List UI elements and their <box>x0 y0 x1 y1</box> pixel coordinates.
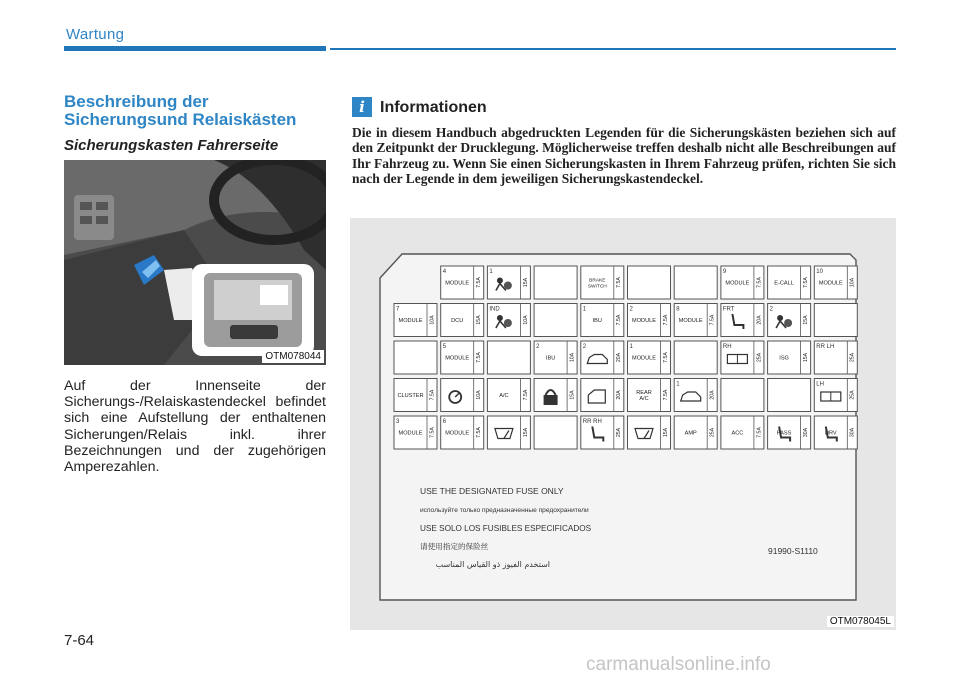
fuse-slot-ampere: 15A <box>802 315 809 325</box>
fuse-slot-label: DCU <box>451 318 464 324</box>
fuse-slot-label: MODULE <box>445 430 470 437</box>
fuse-slot <box>534 416 577 449</box>
fuse-slot-label: SWITCH <box>587 284 607 290</box>
watermark: carmanualsonline.info <box>586 654 771 675</box>
fuse-slot <box>441 341 484 374</box>
fuse-slot-number: 2 <box>536 344 540 350</box>
warning-line: استخدم الفيوز ذو القياس المناسب <box>435 560 550 569</box>
fuse-slot-number: 7 <box>396 306 400 313</box>
fuse-slot-frame <box>534 416 577 449</box>
fuse-slot-frame <box>628 266 671 299</box>
info-paragraph: Die in diesem Handbuch abgedruckten Legenden für die Sicherungskästen beziehen sich auf den Zeitpunkt der Drucklegung. Möglicherweise treffen deshalb nicht alle Beschreibungen auf Ihr Fahrzeug zu. Wenn Sie einen Sicherungskasten in Ihrem Fahrzeug prüfen, richten Sie sich nach der Legende in dem jeweiligen Sicherungskastendeckel. <box>352 125 896 187</box>
fuse-slot-ampere: 7.5A <box>662 352 669 363</box>
fuse-slot-number: 2 <box>629 306 633 313</box>
fuse-box-drawing <box>350 218 896 630</box>
fuse-slot <box>628 304 671 337</box>
fuse-slot-number: 1 <box>676 381 680 388</box>
info-icon: i <box>352 97 372 117</box>
fuse-slot-ampere: 7.5A <box>802 277 809 288</box>
fuse-slot-label: A/C <box>499 393 509 399</box>
fuse-slot-ampere: 25A <box>849 352 856 363</box>
fuse-slot-label: ACC <box>731 430 744 437</box>
fuse-slot <box>487 266 530 299</box>
fuse-slot-label: MODULE <box>678 318 703 324</box>
fuse-slot-frame <box>814 304 857 337</box>
photo-reference-code: OTM078044 <box>262 350 324 363</box>
fuse-slot-frame <box>534 266 577 299</box>
fuse-slot-ampere: 7.5A <box>429 427 436 438</box>
fuse-slot-label: AMP <box>684 430 697 437</box>
fuse-slot <box>814 341 857 374</box>
warning-line: USE SOLO LOS FUSIBLES ESPECIFICADOS <box>420 524 592 533</box>
fuse-slot <box>441 416 484 449</box>
fuse-slot-label: DRV <box>824 430 837 437</box>
fuse-slot <box>441 379 484 412</box>
fuse-slot-frame <box>768 379 811 412</box>
page-number: 7-64 <box>64 632 95 649</box>
fuse-slot-label: REAR <box>636 390 652 396</box>
fuse-slot-ampere: 7.5A <box>616 314 623 326</box>
fuse-slot <box>394 416 437 449</box>
fuse-slot-frame <box>394 341 437 374</box>
fuse-slot-frame <box>534 304 577 337</box>
fuse-slot-ampere: 20A <box>616 352 623 363</box>
fuse-slot-number: 1 <box>489 269 493 275</box>
fuse-slot-ampere: 7.5A <box>662 389 669 401</box>
fuse-slot-ampere: 15A <box>522 277 529 288</box>
fuse-slot-ampere: 20A <box>616 390 623 400</box>
fuse-slot-number: 2 <box>769 306 773 313</box>
fuse-slot-number: 1 <box>629 344 633 350</box>
fuse-slot <box>581 341 624 374</box>
fuse-slot-label: PASS <box>776 430 792 437</box>
fuse-slot-label: MODULE <box>725 280 750 287</box>
fuse-slot-frame <box>674 341 717 374</box>
fuse-slot <box>721 416 764 449</box>
body-paragraph: Auf der Innenseite der Sicherungs-/Relaiskastendeckel befindet sich eine Aufstellung der enthaltenen Sicherungen/Relais inkl. ihrer Bezeichnungen und der zugehörigen Amperezahlen. <box>64 378 326 476</box>
fuse-slot-number: RR RH <box>582 419 602 425</box>
fuse-slot-ampere: 10A <box>476 390 483 400</box>
fuse-slot-frame <box>674 266 717 299</box>
fuse-slot <box>674 416 717 449</box>
fuse-slot-ampere: 7.5A <box>476 427 483 438</box>
fuse-slot-number: 3 <box>396 419 400 425</box>
fuse-slot <box>394 341 437 374</box>
fuse-slot <box>441 266 484 299</box>
fuse-slot-label: BRAKE <box>589 278 606 284</box>
fuse-slot-frame <box>487 341 530 374</box>
header-rule-thick <box>64 46 326 51</box>
fuse-slot <box>814 266 857 299</box>
fuse-slot-ampere: 15A <box>569 390 576 400</box>
fuse-slot-label: MODULE <box>632 318 656 324</box>
fuse-slot <box>534 266 577 299</box>
fuse-slot-number: FRT <box>722 306 735 313</box>
fuse-slot-label: IBU <box>545 355 556 362</box>
fuse-slot <box>768 379 811 412</box>
fuse-slot <box>721 341 764 374</box>
fuse-slot-ampere: 30A <box>802 427 809 438</box>
fuse-slot <box>674 304 717 337</box>
fuse-slot-ampere: 7.5A <box>756 427 763 438</box>
fuse-slot-number: 10 <box>816 269 823 275</box>
fuse-slot-label: MODULE <box>445 355 470 362</box>
fuse-slot <box>487 304 530 337</box>
fuse-slot-label: MODULE <box>632 355 656 362</box>
fuse-slot <box>721 266 764 299</box>
info-title: Informationen <box>380 99 487 116</box>
fuse-slot-ampere: 7.5A <box>476 277 483 288</box>
fuse-slot-ampere: 10A <box>849 277 856 288</box>
fuse-slot <box>487 416 530 449</box>
fuse-slot <box>581 416 624 449</box>
fuse-slot-number: 9 <box>722 269 727 275</box>
fuse-slot <box>721 379 764 412</box>
header-rule-thin <box>330 48 896 50</box>
fuse-slot <box>394 304 437 337</box>
section-title-line2: Sicherungsund Relaiskästen <box>64 110 297 129</box>
fuse-slot <box>628 379 671 412</box>
fuse-slot <box>534 304 577 337</box>
fuse-slot-ampere: 25A <box>616 427 623 438</box>
fuse-slot-number: 8 <box>676 306 680 313</box>
fuse-slot <box>768 416 811 449</box>
fuse-slot <box>628 266 671 299</box>
fuse-slot <box>487 341 530 374</box>
fuse-slot <box>628 341 671 374</box>
fuse-slot-number: 4 <box>442 269 447 275</box>
fuse-slot-number: RH <box>722 344 732 350</box>
fuse-slot-ampere: 15A <box>476 315 483 325</box>
fuse-slot <box>534 379 577 412</box>
fuse-slot <box>674 379 717 412</box>
fuse-slot-ampere: 25A <box>756 352 763 363</box>
fuse-slot <box>814 304 857 337</box>
fuse-slot-ampere: 7.5A <box>522 389 529 401</box>
fuse-slot-label: E-CALL <box>774 280 794 287</box>
dashboard-illustration <box>64 160 326 365</box>
fuse-slot-ampere: 25A <box>709 427 716 438</box>
warning-line: используйте только предназначенные предохранители <box>420 507 589 514</box>
fuse-slot-label: MODULE <box>398 318 423 324</box>
fuse-slot-ampere: 7.5A <box>756 277 763 288</box>
fuse-slot <box>814 416 857 449</box>
section-header: Wartung <box>66 26 125 43</box>
fuse-slot <box>487 379 530 412</box>
fuse-slot <box>628 416 671 449</box>
fuse-slot <box>721 304 764 337</box>
section-title-line1: Beschreibung der <box>64 92 209 111</box>
fuse-slot-label: ISG <box>779 355 789 362</box>
fuse-slot-ampere: 20A <box>709 390 716 400</box>
fuse-slot-number: 6 <box>442 419 447 425</box>
fuse-slot-ampere: 7.5A <box>476 352 483 363</box>
fuse-slot <box>441 304 484 337</box>
fuse-slot-ampere: 10A <box>522 315 529 325</box>
fuse-slot-ampere: 15A <box>662 427 669 438</box>
fuse-slot-number: 2 <box>582 344 587 350</box>
fuse-slot <box>674 341 717 374</box>
section-title <box>64 93 332 129</box>
fuse-slot-number: 1 <box>582 306 587 313</box>
fuse-slot-ampere: 7.5A <box>429 389 436 401</box>
fuse-slot-number: RR LH <box>816 344 835 350</box>
fuse-slot-label: IBU <box>592 318 602 324</box>
fuse-slot-ampere: 10A <box>569 352 576 363</box>
fuse-slot-ampere: 20A <box>756 315 763 325</box>
fuse-slot-label: MODULE <box>818 280 843 287</box>
part-number: 91990-S1110 <box>768 546 818 556</box>
warning-line: USE THE DESIGNATED FUSE ONLY <box>420 486 564 496</box>
warning-line: 请使用指定的保险丝 <box>420 542 489 551</box>
fuse-slot-number: LH <box>816 381 824 388</box>
fuse-slot <box>534 341 577 374</box>
fuse-box-diagram <box>350 218 896 630</box>
fuse-slot <box>674 266 717 299</box>
fuse-slot-ampere: 25A <box>849 390 856 400</box>
fuse-slot <box>768 341 811 374</box>
fuse-slot-ampere: 30A <box>849 427 856 438</box>
fuse-slot-number: 5 <box>442 344 447 350</box>
fuse-slot <box>768 266 811 299</box>
fuse-slot-ampere: 7.5A <box>662 314 669 326</box>
fuse-slot-label: MODULE <box>445 280 470 287</box>
fuse-slot <box>581 304 624 337</box>
fuse-slot-frame <box>721 379 764 412</box>
fuse-slot-ampere: 15A <box>522 427 529 438</box>
fuse-slot <box>394 379 437 412</box>
fuse-slot-label: CLUSTER <box>397 393 424 399</box>
fuse-slot-label: MODULE <box>398 430 423 437</box>
fuse-slot-label: A/C <box>639 396 649 402</box>
fuse-slot <box>581 379 624 412</box>
fuse-box-reference-code: OTM078045L <box>827 616 894 627</box>
dashboard-photo <box>64 160 326 365</box>
fuse-slot-ampere: 10A <box>429 315 436 325</box>
section-subtitle: Sicherungskasten Fahrerseite <box>64 137 279 154</box>
fuse-slot-ampere: 15A <box>802 352 809 363</box>
fuse-slot <box>581 266 624 299</box>
fuse-slot-ampere: 7.5A <box>616 277 623 288</box>
fuse-slot-number: IND <box>489 306 500 313</box>
fuse-slot <box>814 379 857 412</box>
fuse-slot <box>768 304 811 337</box>
fuse-slot-ampere: 7.5A <box>709 314 716 326</box>
